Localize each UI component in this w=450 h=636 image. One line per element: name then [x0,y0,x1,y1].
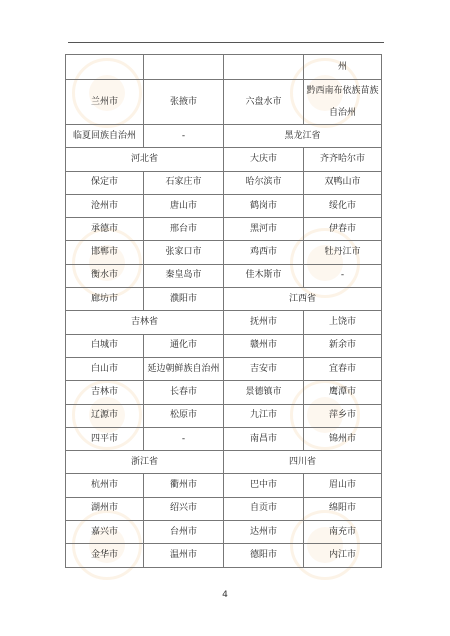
table-row [66,521,382,544]
table-cell: 廊坊市 [66,288,144,311]
table-cell: 衢州市 [144,474,224,497]
table-cell [144,55,224,80]
table-row [66,404,382,427]
table-cell: 德阳市 [224,544,304,567]
table-row [66,288,382,311]
table-cell: 鹰潭市 [304,381,382,404]
table-row [66,148,382,171]
table-cell: 宜春市 [304,357,382,380]
table-cell: 州 [304,55,382,80]
table-cell: 兰州市 [66,80,144,125]
table-row [66,80,382,125]
table-cell: 黔西南布依族苗族自治州 [304,80,382,125]
table-cell: 新余市 [304,334,382,357]
table-cell: 濮阳市 [144,288,224,311]
city-table [65,54,382,568]
table-cell: 温州市 [144,544,224,567]
province-header: 黑龙江省 [224,125,382,148]
table-cell: 保定市 [66,171,144,194]
table-cell: 绥化市 [304,194,382,217]
table-cell: 鹤岗市 [224,194,304,217]
table-cell: 自贡市 [224,497,304,520]
table-row [66,218,382,241]
table-row [66,474,382,497]
table-cell: 衡水市 [66,264,144,287]
table-cell: 吉安市 [224,357,304,380]
table-cell: 齐齐哈尔市 [304,148,382,171]
table-cell: 六盘水市 [224,80,304,125]
table-cell: 内江市 [304,544,382,567]
table-cell: 长春市 [144,381,224,404]
table-cell: - [144,125,224,148]
table-cell: 牡丹江市 [304,241,382,264]
table-row [66,544,382,567]
table-cell: 双鸭山市 [304,171,382,194]
table-row [66,171,382,194]
table-cell: 绵阳市 [304,497,382,520]
table-cell: 邯郸市 [66,241,144,264]
province-header: 河北省 [66,148,224,171]
table-row [66,427,382,450]
table-cell: 南充市 [304,521,382,544]
table-cell: 临夏回族自治州 [66,125,144,148]
table-cell: 萍乡市 [304,404,382,427]
table-cell: 鸡西市 [224,241,304,264]
province-header: 江西省 [224,288,382,311]
province-header: 吉林省 [66,311,224,334]
table-cell: 金华市 [66,544,144,567]
table-cell: - [304,264,382,287]
table-cell: - [144,427,224,450]
table-row [66,264,382,287]
table-cell: 邢台市 [144,218,224,241]
table-cell: 通化市 [144,334,224,357]
table-cell: 张掖市 [144,80,224,125]
table-cell: 松原市 [144,404,224,427]
page-number: 4 [222,590,228,600]
table-cell [224,55,304,80]
table-row [66,125,382,148]
table-cell: 达州市 [224,521,304,544]
table-cell: 锦州市 [304,427,382,450]
table-cell: 九江市 [224,404,304,427]
table-cell: 大庆市 [224,148,304,171]
table-cell: 吉林市 [66,381,144,404]
table-cell: 张家口市 [144,241,224,264]
table-row [66,451,382,474]
table-row [66,357,382,380]
table-cell: 南昌市 [224,427,304,450]
table-row [66,381,382,404]
table-row [66,311,382,334]
table-cell: 眉山市 [304,474,382,497]
table-cell: 辽源市 [66,404,144,427]
table-cell: 四平市 [66,427,144,450]
table-row [66,55,382,80]
table-cell: 白城市 [66,334,144,357]
table-row [66,194,382,217]
table-cell: 佳木斯市 [224,264,304,287]
table-cell: 承德市 [66,218,144,241]
table-row [66,241,382,264]
table-cell: 沧州市 [66,194,144,217]
table-cell: 白山市 [66,357,144,380]
table-cell: 巴中市 [224,474,304,497]
table-cell: 绍兴市 [144,497,224,520]
table-cell: 抚州市 [224,311,304,334]
table-cell: 秦皇岛市 [144,264,224,287]
table-row [66,334,382,357]
table-cell: 伊春市 [304,218,382,241]
table-cell [66,55,144,80]
table-cell: 赣州市 [224,334,304,357]
table-cell: 上饶市 [304,311,382,334]
table-cell: 石家庄市 [144,171,224,194]
province-header: 四川省 [224,451,382,474]
table-row [66,497,382,520]
table-cell: 延边朝鲜族自治州 [144,357,224,380]
table-cell: 哈尔滨市 [224,171,304,194]
table-cell: 湖州市 [66,497,144,520]
province-header: 浙江省 [66,451,224,474]
table-cell: 台州市 [144,521,224,544]
table-cell: 杭州市 [66,474,144,497]
table-cell: 唐山市 [144,194,224,217]
table-cell: 黑河市 [224,218,304,241]
header-rule [68,42,384,43]
table-cell: 景德镇市 [224,381,304,404]
table-cell: 嘉兴市 [66,521,144,544]
